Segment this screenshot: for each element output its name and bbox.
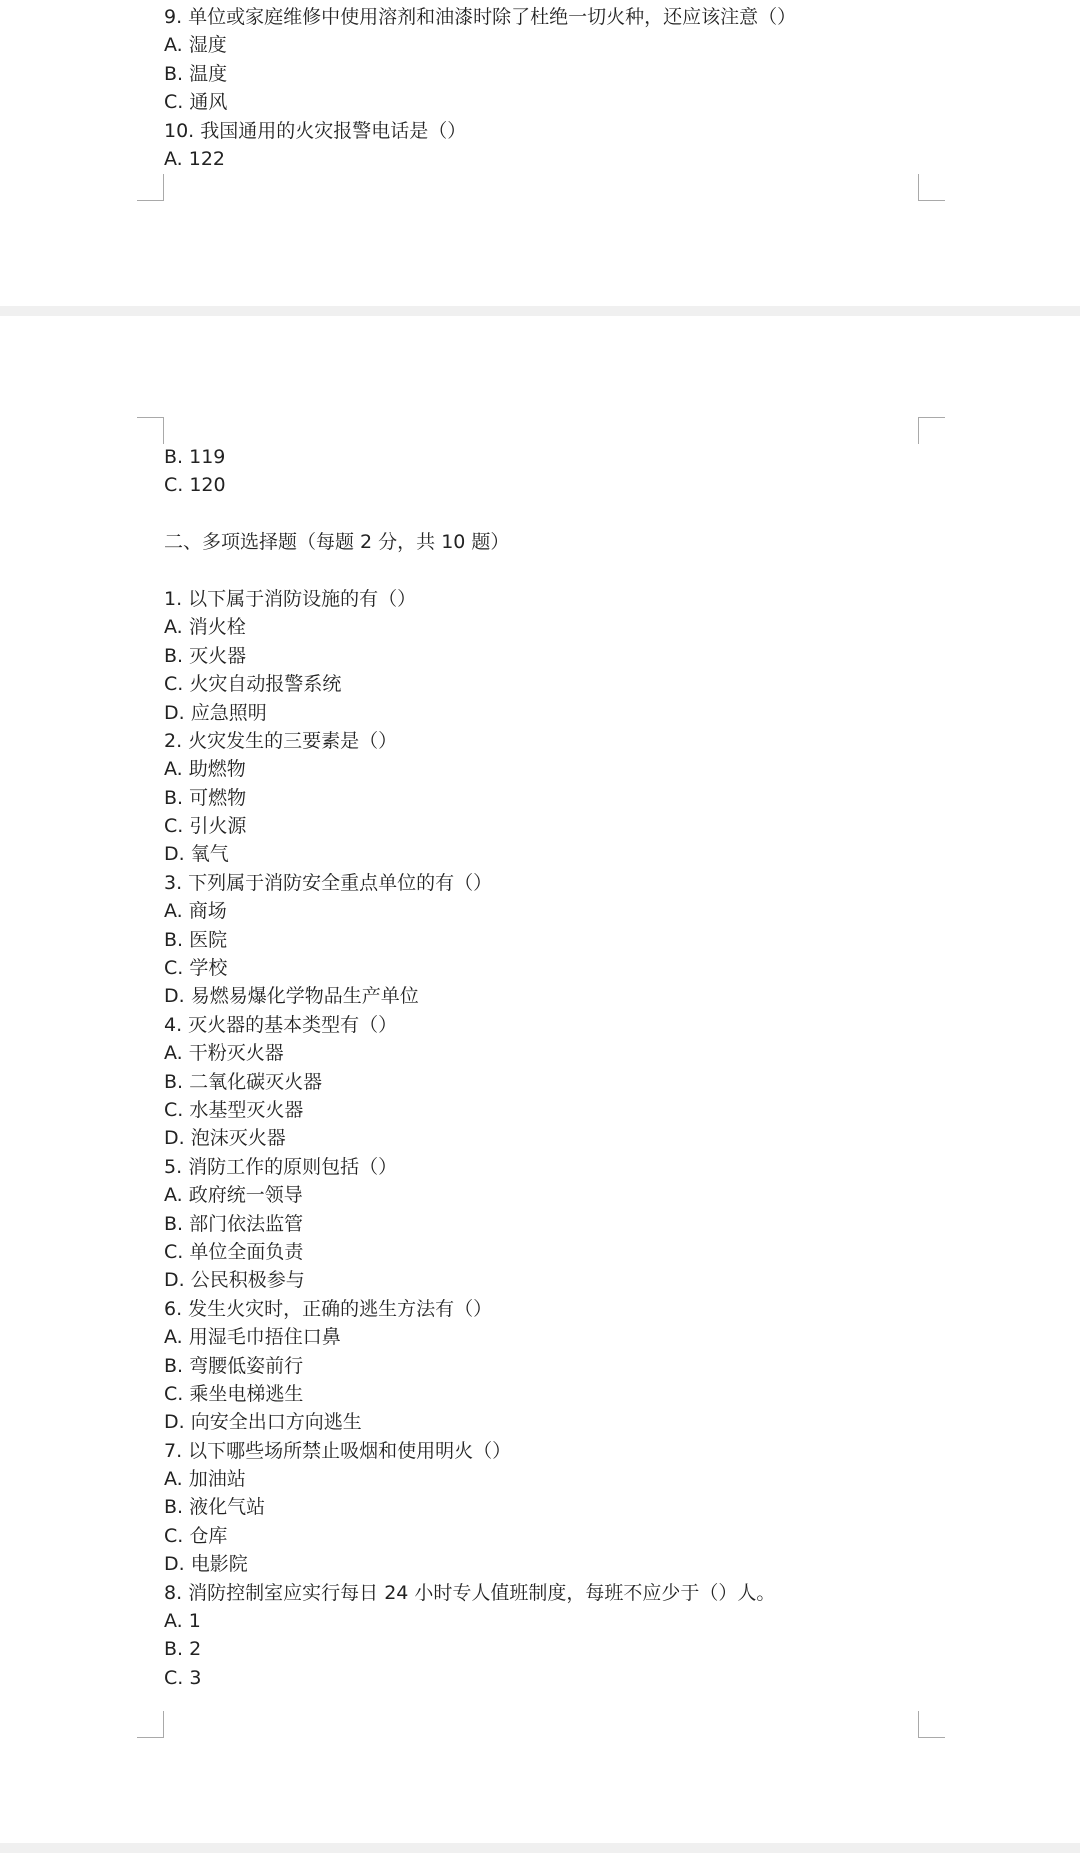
corner-mark-top-right: [918, 417, 945, 444]
question-text: 8. 消防控制室应实行每日 24 小时专人值班制度，每班不应少于（）人。: [164, 1581, 776, 1604]
answer-option: A. 消火栓: [164, 616, 246, 639]
answer-option: B. 弯腰低姿前行: [164, 1354, 304, 1377]
document-page-2: [0, 316, 1080, 1843]
document-page-3: [0, 1853, 1080, 1865]
answer-option: A. 干粉灭火器: [164, 1042, 284, 1065]
answer-option: C. 水基型灭火器: [164, 1098, 304, 1121]
question-text: 6. 发生火灾时，正确的逃生方法有（）: [164, 1297, 493, 1320]
corner-mark-bottom-right: [918, 1711, 945, 1738]
question-text: 10. 我国通用的火灾报警电话是（）: [164, 119, 467, 142]
answer-option: D. 公民积极参与: [164, 1269, 305, 1292]
answer-option: D. 向安全出口方向逃生: [164, 1411, 362, 1434]
answer-option: C. 通风: [164, 91, 228, 114]
answer-option: B. 医院: [164, 928, 228, 951]
answer-option: A. 1: [164, 1610, 201, 1633]
answer-option: A. 湿度: [164, 34, 227, 57]
question-text: 1. 以下属于消防设施的有（）: [164, 587, 417, 610]
answer-option: A. 用湿毛巾捂住口鼻: [164, 1326, 341, 1349]
page-separator: [0, 1843, 1080, 1853]
answer-option: A. 政府统一领导: [164, 1184, 303, 1207]
answer-option: A. 加油站: [164, 1468, 246, 1491]
answer-option: B. 部门依法监管: [164, 1212, 304, 1235]
corner-mark-bottom-left: [137, 1711, 164, 1738]
blank-line: [164, 500, 980, 528]
question-text: 4. 灭火器的基本类型有（）: [164, 1013, 398, 1036]
page-1-text-lines: [164, 3, 980, 173]
blank-line: [164, 557, 980, 585]
answer-option: C. 单位全面负责: [164, 1240, 304, 1263]
answer-option: A. 122: [164, 147, 226, 170]
answer-option: B. 液化气站: [164, 1496, 266, 1519]
question-text: 2. 火灾发生的三要素是（）: [164, 729, 398, 752]
answer-option: B. 可燃物: [164, 786, 247, 809]
question-text: 7. 以下哪些场所禁止吸烟和使用明火（）: [164, 1439, 512, 1462]
answer-option: D. 泡沫灭火器: [164, 1127, 286, 1150]
answer-option: B. 温度: [164, 62, 228, 85]
answer-option: D. 电影院: [164, 1553, 248, 1576]
answer-option: A. 助燃物: [164, 758, 246, 781]
answer-option: B. 灭火器: [164, 644, 247, 667]
answer-option: C. 学校: [164, 957, 228, 980]
page-2-text-lines: [164, 443, 980, 1692]
answer-option: C. 仓库: [164, 1524, 228, 1547]
answer-option: B. 2: [164, 1638, 202, 1661]
corner-mark-bottom-left: [137, 174, 164, 201]
answer-option: C. 120: [164, 474, 226, 497]
page-separator: [0, 306, 1080, 316]
question-text: 3. 下列属于消防安全重点单位的有（）: [164, 871, 493, 894]
answer-option: D. 应急照明: [164, 701, 267, 724]
question-text: 5. 消防工作的原则包括（）: [164, 1155, 398, 1178]
corner-mark-top-left: [137, 417, 164, 444]
answer-option: C. 火灾自动报警系统: [164, 673, 342, 696]
document-page-1: [0, 0, 1080, 306]
answer-option: D. 易燃易爆化学物品生产单位: [164, 985, 419, 1008]
answer-option: B. 二氧化碳灭火器: [164, 1070, 323, 1093]
answer-option: C. 3: [164, 1666, 202, 1689]
answer-option: B. 119: [164, 446, 226, 468]
corner-mark-bottom-right: [918, 174, 945, 201]
answer-option: C. 乘坐电梯逃生: [164, 1382, 304, 1405]
section-heading: 二、多项选择题（每题 2 分，共 10 题）: [164, 531, 510, 554]
answer-option: D. 氧气: [164, 843, 229, 866]
answer-option: A. 商场: [164, 900, 227, 923]
answer-option: C. 引火源: [164, 815, 247, 838]
question-text: 9. 单位或家庭维修中使用溶剂和油漆时除了杜绝一切火种，还应该注意（）: [164, 6, 797, 28]
